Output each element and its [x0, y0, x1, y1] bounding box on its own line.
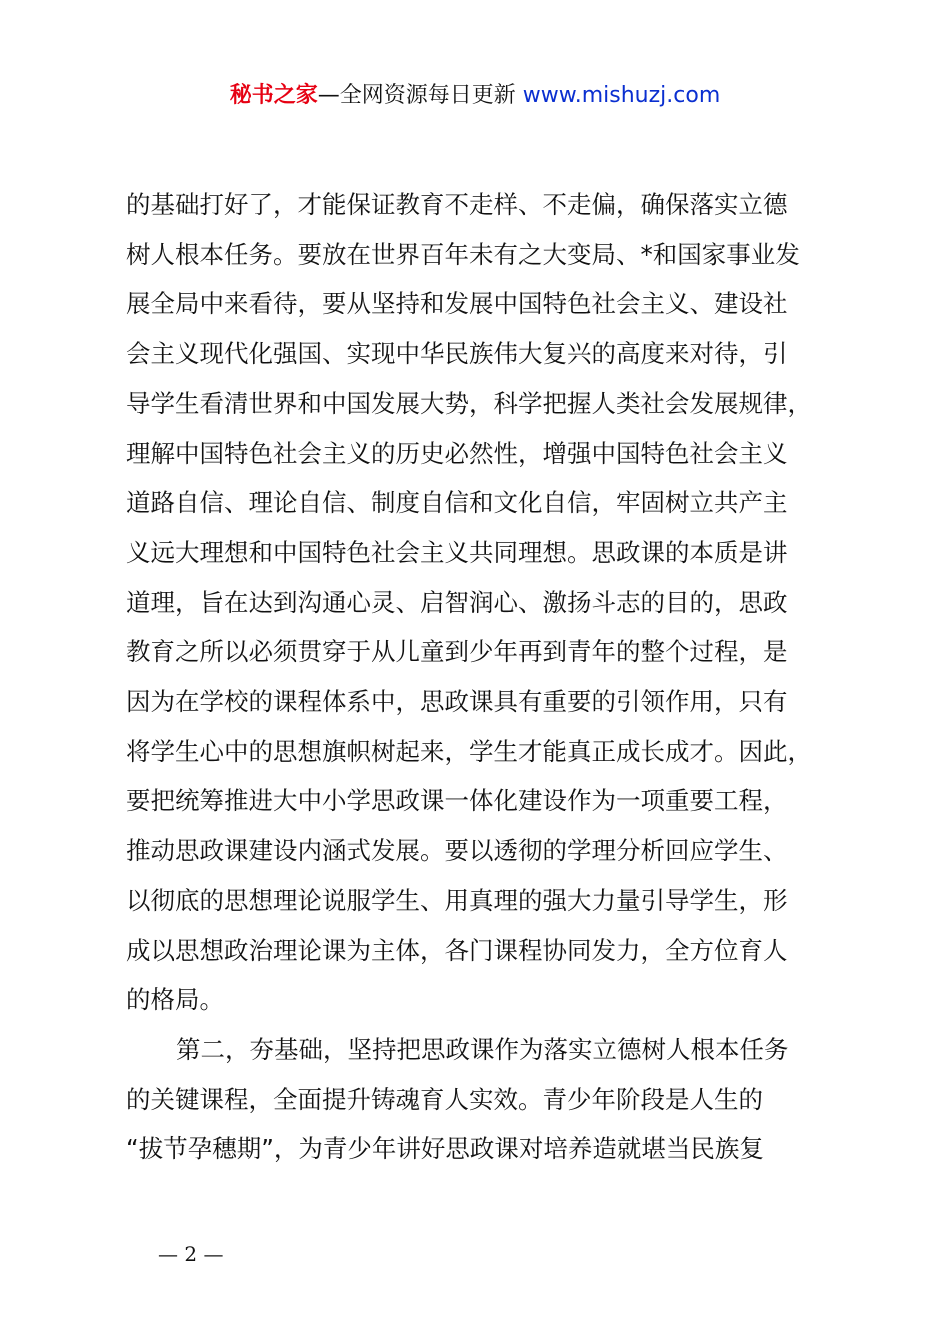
text-line: 推动思政课建设内涵式发展。要以透彻的学理分析回应学生、 [126, 836, 788, 866]
document-body [126, 180, 832, 1174]
page-number: — 2 — [158, 1242, 224, 1266]
paragraph-1 [126, 180, 832, 1025]
text-line: 的格局。 [126, 985, 224, 1015]
text-line: 的基础打好了，才能保证教育不走样、不走偏，确保落实立德 [126, 190, 788, 219]
text-line: 道理，旨在达到沟通心灵、启智润心、激扬斗志的目的，思政 [126, 587, 788, 617]
text-line: 的关键课程，全面提升铸魂育人实效。青少年阶段是人生的 [126, 1084, 763, 1114]
page-header [0, 80, 950, 112]
header-tagline: —全网资源每日更新 [317, 83, 523, 108]
text-line: 理解中国特色社会主义的历史必然性，增强中国特色社会主义 [126, 438, 788, 468]
text-line: 第二，夯基础，坚持把思政课作为落实立德树人根本任务 [176, 1034, 789, 1064]
text-line: 将学生心中的思想旗帜树起来，学生才能真正成长成才。因此， [126, 736, 812, 766]
text-line: 义远大理想和中国特色社会主义共同理想。思政课的本质是讲 [126, 537, 788, 567]
site-url-link[interactable]: www.mishuzj.com [522, 83, 721, 108]
text-line: 要把统筹推进大中小学思政课一体化建设作为一项重要工程， [126, 786, 788, 816]
text-line: 会主义现代化强国、实现中华民族伟大复兴的高度来对待，引 [126, 339, 788, 369]
text-line: 以彻底的思想理论说服学生、用真理的强大力量引导学生，形 [126, 885, 788, 915]
text-line: 导学生看清世界和中国发展大势，科学把握人类社会发展规律， [126, 388, 812, 418]
text-line: 因为在学校的课程体系中，思政课具有重要的引领作用，只有 [126, 687, 788, 717]
text-line: 成以思想政治理论课为主体，各门课程协同发力，全方位育人 [126, 935, 788, 965]
text-line: “拔节孕穗期”，为青少年讲好思政课对培养造就堪当民族复 [126, 1134, 764, 1164]
text-line: 展全局中来看待，要从坚持和发展中国特色社会主义、建设社 [126, 289, 788, 319]
text-line: 树人根本任务。要放在世界百年未有之大变局、*和国家事业发 [126, 239, 800, 269]
paragraph-2 [126, 1025, 832, 1174]
text-line: 道路自信、理论自信、制度自信和文化自信，牢固树立共产主 [126, 488, 788, 518]
text-line: 教育之所以必须贯穿于从儿童到少年再到青年的整个过程，是 [126, 637, 788, 667]
brand-name: 秘书之家 [229, 83, 318, 108]
